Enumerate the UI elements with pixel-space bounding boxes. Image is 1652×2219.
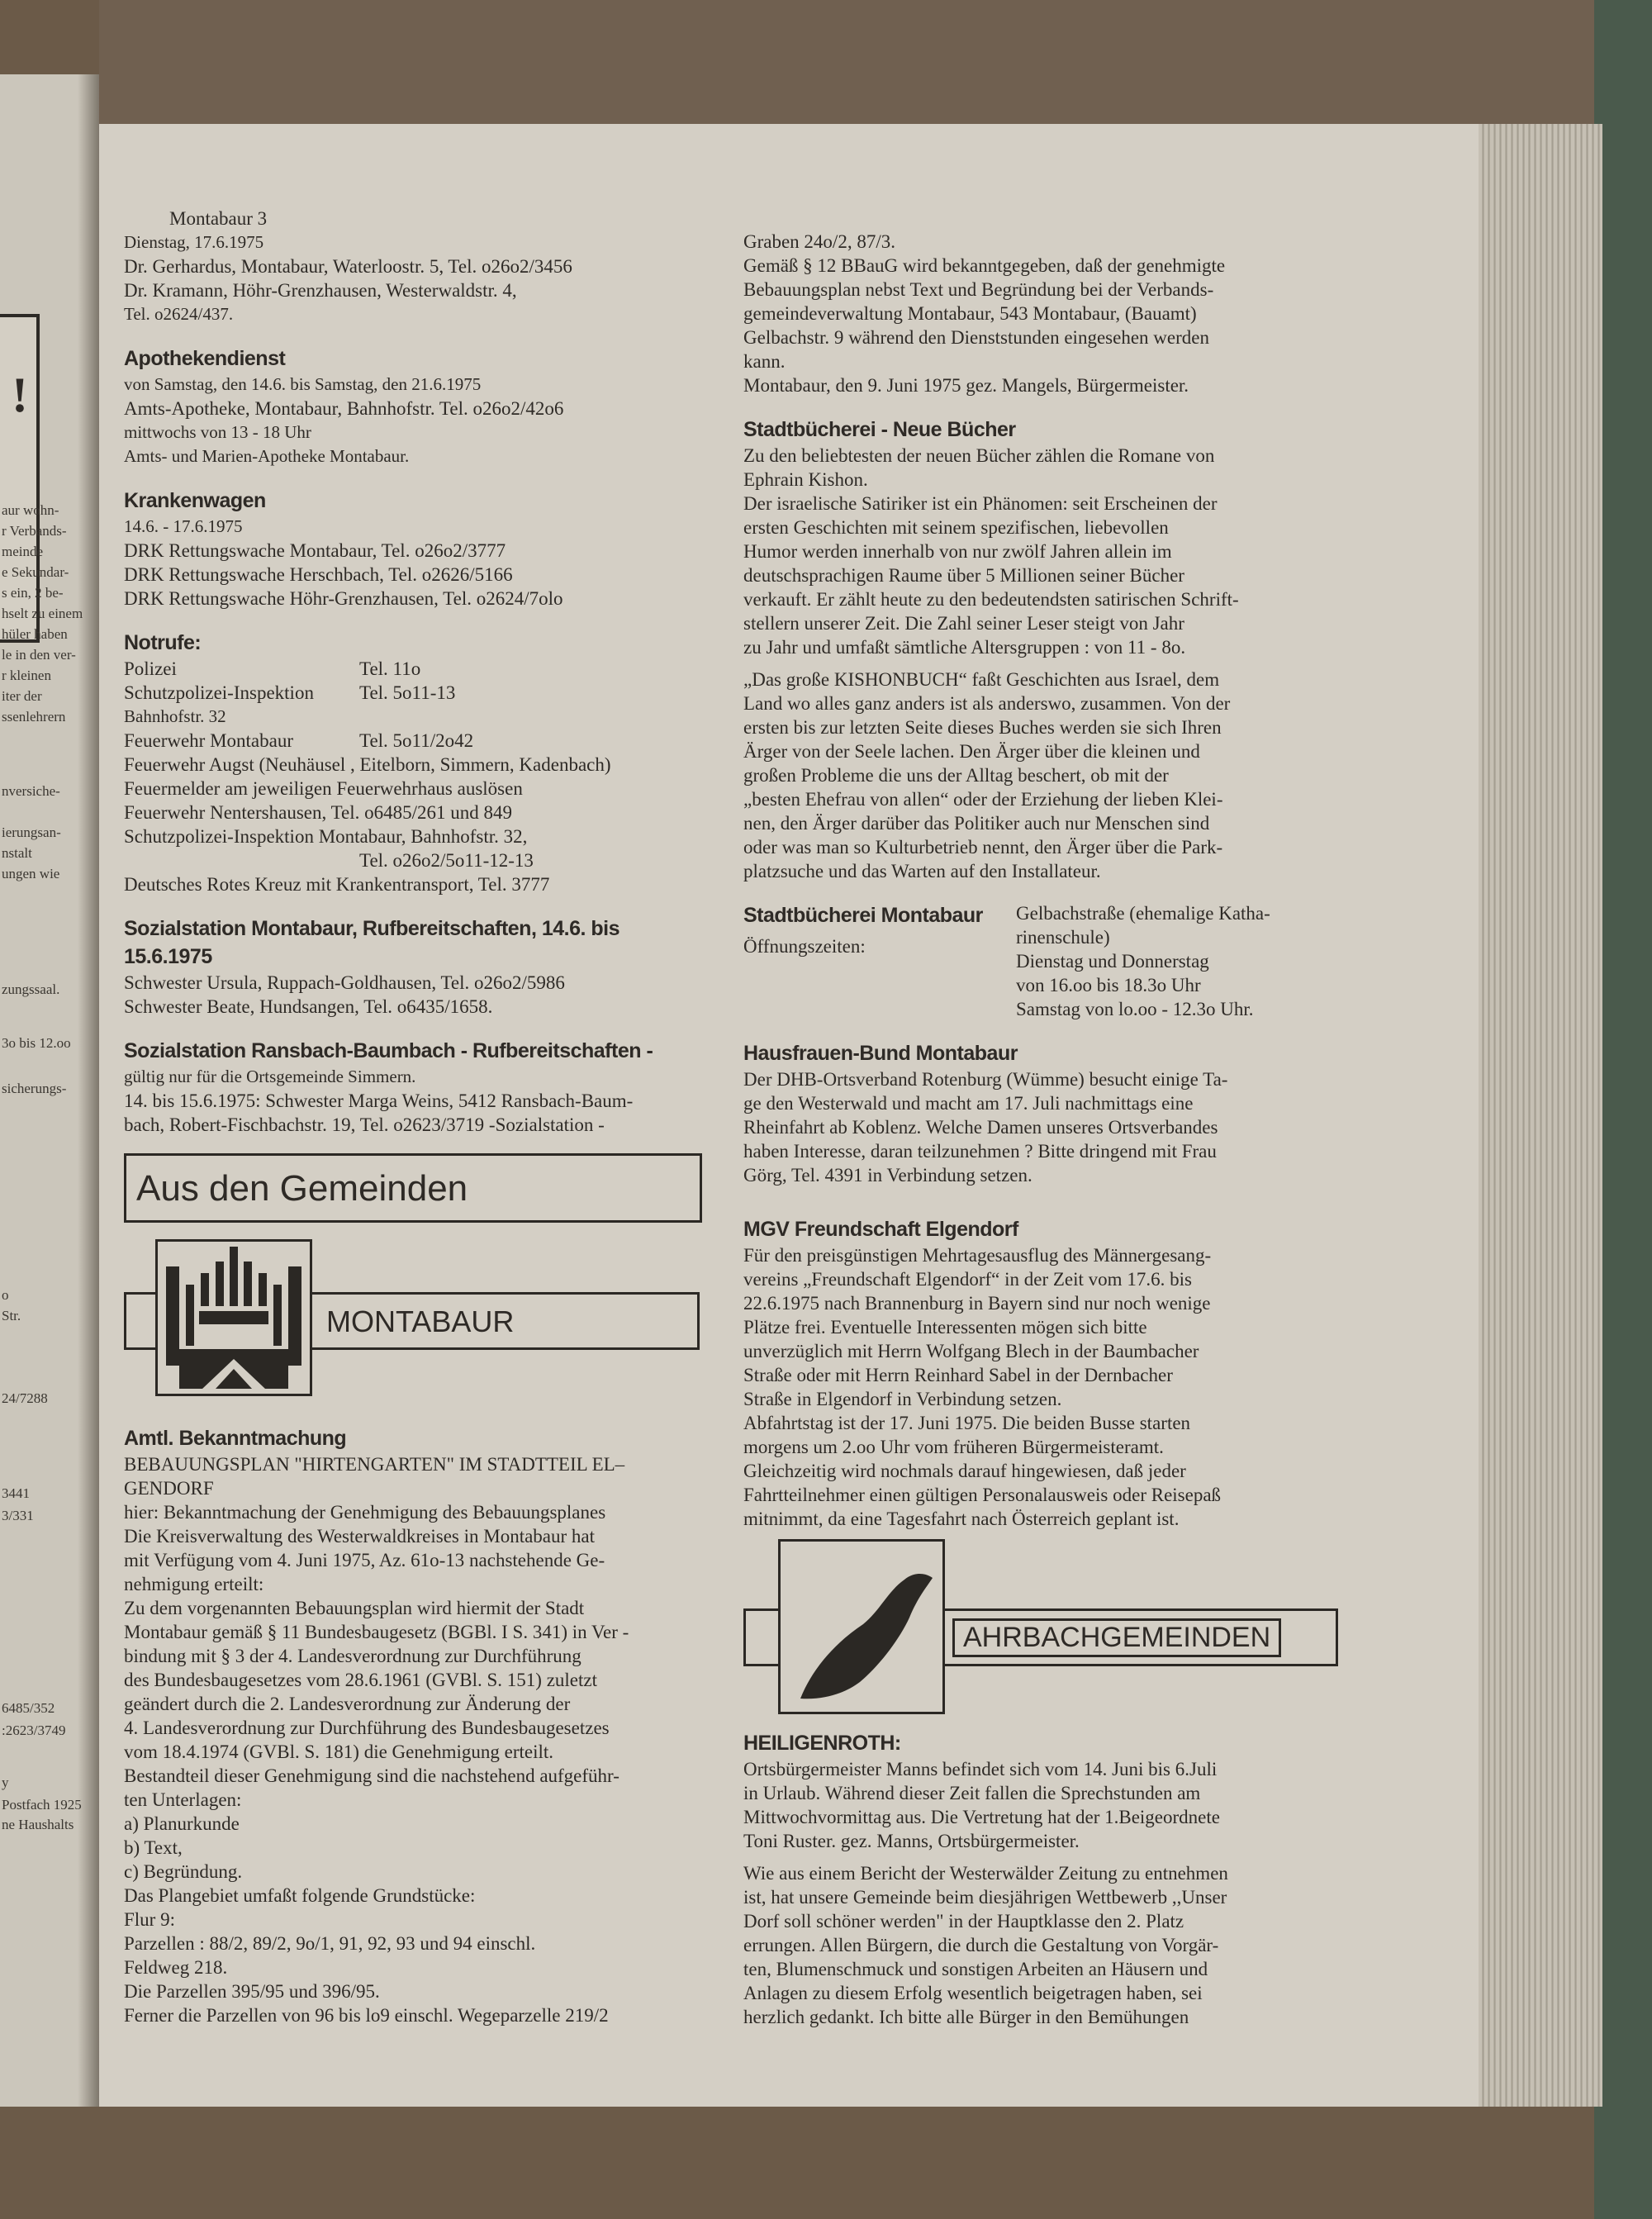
text-line: rinenschule) (1016, 927, 1110, 948)
left-page-text: r kleinen (2, 668, 51, 683)
text-line: Feldweg 218. (124, 1957, 228, 1978)
opening-hours (743, 901, 1371, 1021)
text-line: c) Begründung. (124, 1861, 243, 1882)
text-line: nehmigung erteilt: (124, 1574, 264, 1594)
notrufe-lines (124, 657, 702, 896)
left-page-text: :2623/3749 (2, 1722, 66, 1738)
text-line: Der israelische Satiriker ist ein Phänomen: seit Erscheinen der (743, 493, 1218, 514)
text-line: Amts- und Marien-Apotheke Montabaur. (124, 446, 410, 466)
mgv-lines (743, 1243, 1371, 1531)
text-line: Toni Ruster. gez. Manns, Ortsbürgermeister. (743, 1831, 1080, 1851)
text-line: Schutzpolizei-Inspektion Montabaur, Bahnhofstr. 32, (124, 826, 528, 847)
section-heading: Hausfrauen-Bund Montabaur (743, 1042, 1018, 1065)
text-line: ten Unterlagen: (124, 1789, 242, 1810)
montabaur-banner (124, 1239, 702, 1404)
text-line: Plätze frei. Eventuelle Interessenten mögen sich bitte (743, 1317, 1147, 1338)
text-line: nen, den Ärger darüber das Politiker auch nur Menschen sind (743, 813, 1210, 834)
ahr-label: AHRBACHGEMEINDEN (952, 1618, 1281, 1657)
left-page-text: ungen wie (2, 866, 60, 881)
text-line: Ärger von der Seele lachen. Den Ärger über die kleinen und (743, 741, 1200, 762)
left-page-text: ne Haushalts (2, 1817, 74, 1832)
left-page-text: 3441 (2, 1485, 30, 1501)
text-line: Humor werden innerhalb von nur zwölf Jahren allein im (743, 541, 1172, 562)
text-line: 14. bis 15.6.1975: Schwester Marga Weins, 5412 Ransbach-Baum- (124, 1090, 634, 1111)
book-cover-right (1594, 0, 1652, 2219)
text-line: Feuerwehr Augst (Neuhäusel , Eitelborn, Simmern, Kadenbach) (124, 754, 611, 775)
left-column (124, 207, 702, 2027)
text-line: Ferner die Parzellen von 96 bis lo9 einschl. Wegeparzelle 219/2 (124, 2005, 609, 2026)
left-page-text: Postfach 1925 (2, 1797, 82, 1813)
text-line: ersten Geschichten mit seinem spezifischen, liebevollen (743, 517, 1169, 538)
left-page-text: 24/7288 (2, 1390, 48, 1406)
doctor-on-duty (124, 207, 702, 326)
text-line: DRK Rettungswache Montabaur, Tel. o26o2/3777 (124, 540, 506, 561)
intro-line: Montabaur 3 (169, 208, 268, 229)
text-line: kann. (743, 351, 786, 372)
section-heading: Apothekendienst (124, 347, 286, 370)
gemeinden-heading-box (124, 1153, 702, 1223)
text-line: mit Verfügung vom 4. Juni 1975, Az. 61o-13 nachstehende Ge- (124, 1550, 605, 1570)
left-page-text: 6485/352 (2, 1700, 55, 1716)
text-line: gemeindeverwaltung Montabaur, 543 Montabaur, (Bauamt) (743, 303, 1197, 324)
tel-row (124, 657, 702, 681)
text-line: 14.6. - 17.6.1975 (124, 516, 243, 536)
text-line: oder was man so Kulturbetrieb nennt, den Ärger über die Park- (743, 837, 1223, 858)
text-line: ge den Westerwald und macht am 17. Juli nachmittags eine (743, 1093, 1194, 1114)
text-line: ersten bis zur letzten Seite dieses Buches werden sie sich Ihren (743, 717, 1222, 738)
section-heading: Notrufe: (124, 631, 202, 654)
left-page-text: nstalt (2, 845, 32, 861)
text-line: vom 18.4.1974 (GVBl. S. 181) die Genehmigung erteilt. (124, 1741, 553, 1762)
text-line: ten, Blumenschmuck und sonstigen Arbeiten an Häusern und (743, 1959, 1208, 1979)
text-line: herzlich gedankt. Ich bitte alle Bürger in den Bemühungen (743, 2007, 1189, 2027)
text-line: Schwester Ursula, Ruppach-Goldhausen, Tel. o26o2/5986 (124, 972, 565, 993)
tel-row (124, 681, 702, 705)
text-line: BEBAUUNGSPLAN "HIRTENGARTEN" IM STADTTEIL EL– (124, 1454, 625, 1475)
text-line: Gelbachstr. 9 während den Dienststunden eingesehen werden (743, 327, 1209, 348)
left-page-text: iter der (2, 688, 42, 704)
left-page-text: le in den ver- (2, 647, 76, 663)
text-line: Tel. o26o2/5o11-12-13 (359, 850, 534, 871)
text-line: Zu dem vorgenannten Bebauungsplan wird hiermit der Stadt (124, 1598, 585, 1618)
text-line: Straße oder mit Herrn Reinhard Sabel in der Dernbacher (743, 1365, 1173, 1385)
text-line: Schwester Beate, Hundsangen, Tel. o6435/1658. (124, 996, 493, 1017)
text-line: Das Plangebiet umfaßt folgende Grundstücke: (124, 1885, 476, 1906)
text-line: des Bundesbaugesetzes vom 28.6.1961 (GVBl. S. 151) zuletzt (124, 1670, 597, 1690)
section-heading: Sozialstation Ransbach-Baumbach - Rufbereitschaften - (124, 1039, 653, 1062)
text-line: Land wo alles ganz anders ist als anderswo, zusammen. Von der (743, 693, 1231, 714)
text-line: Görg, Tel. 4391 in Verbindung setzen. (743, 1165, 1032, 1186)
text-line: in Urlaub. Während dieser Zeit fallen die Sprechstunden am (743, 1783, 1201, 1803)
left-page-text: hüler haben (2, 626, 68, 642)
tel-label: Feuerwehr Montabaur (124, 730, 294, 751)
text-line: Anlagen zu diesem Erfolg wesentlich beigetragen haben, sei (743, 1983, 1203, 2003)
text-line: Die Kreisverwaltung des Westerwaldkreises in Montabaur hat (124, 1526, 596, 1547)
text-line: Ephrain Kishon. (743, 469, 868, 490)
text-line: morgens um 2.oo Uhr vom früheren Bürgermeisteramt. (743, 1437, 1164, 1457)
text-line: Mittwochvormittag aus. Die Vertretung hat der 1.Beigeordnete (743, 1807, 1220, 1827)
montabaur-emblem-icon (155, 1239, 312, 1396)
text-line: mitnimmt, da eine Tagesfahrt nach Österreich geplant ist. (743, 1509, 1180, 1529)
text-line: Die Parzellen 395/95 und 396/95. (124, 1981, 380, 2002)
hours-label: Öffnungszeiten: (743, 936, 866, 957)
text-line: Bestandteil dieser Genehmigung sind die nachstehend aufgeführ- (124, 1765, 620, 1786)
text-line: Ortsbürgermeister Manns befindet sich vom 14. Juni bis 6.Juli (743, 1759, 1218, 1779)
left-page-text: meinde (2, 544, 44, 559)
text-line: Rheinfahrt ab Koblenz. Welche Damen unseres Ortsverbandes (743, 1117, 1218, 1138)
text-line: Montabaur gemäß § 11 Bundesbaugesetz (BGBl. I S. 341) in Ver - (124, 1622, 629, 1642)
gemeinden-heading: Aus den Gemeinden (136, 1167, 468, 1209)
text-line: verkauft. Er zählt heute zu den bedeutendsten satirischen Schrift- (743, 589, 1239, 610)
opening-values (1016, 901, 1371, 1021)
tel-number: Tel. 5o11/2o42 (359, 730, 474, 751)
text-line: hier: Bekanntmachung der Genehmigung des Bebauungsplanes (124, 1502, 606, 1523)
tel-number: Tel. 11o (359, 658, 421, 679)
ahrbach-emblem-icon (778, 1539, 945, 1714)
ahrbach-banner (743, 1539, 1371, 1721)
text-line: Deutsches Rotes Kreuz mit Krankentransport, Tel. 3777 (124, 874, 550, 895)
text-line: von Samstag, den 14.6. bis Samstag, den 21.6.1975 (124, 374, 482, 394)
section-heading: Stadtbücherei Montabaur (743, 904, 983, 927)
left-page-text: zungssaal. (2, 981, 60, 997)
tel-label: Schutzpolizei-Inspektion (124, 682, 314, 703)
left-page-text: 3/331 (2, 1508, 34, 1523)
text-line: 4. Landesverordnung zur Durchführung des Bundesbaugesetzes (124, 1718, 610, 1738)
text-line: Dienstag und Donnerstag (1016, 951, 1209, 972)
text-line: Montabaur, den 9. Juni 1975 gez. Mangels, Bürgermeister. (743, 375, 1189, 396)
section-heading: HEILIGENROTH: (743, 1732, 901, 1755)
left-page-text: hselt zu einem (2, 606, 83, 621)
text-line: unverzüglich mit Herrn Wolfgang Blech in der Baumbacher (743, 1341, 1199, 1361)
town-label: MONTABAUR (326, 1304, 515, 1338)
intro-line: Dr. Kramann, Höhr-Grenzhausen, Westerwaldstr. 4, (124, 280, 517, 301)
text-line: errungen. Allen Bürgern, die durch die Gestaltung von Vorgär- (743, 1935, 1219, 1955)
intro-line: Dr. Gerhardus, Montabaur, Waterloostr. 5, Tel. o26o2/3456 (124, 256, 572, 277)
intro-line: Tel. o2624/437. (124, 304, 234, 324)
text-line: GENDORF (124, 1478, 214, 1499)
left-page-text: Str. (2, 1308, 21, 1323)
kranken-lines (124, 515, 702, 611)
section-heading: Krankenwagen (124, 489, 266, 512)
text-line: Fahrtteilnehmer einen gültigen Personalausweis oder Reisepaß (743, 1485, 1222, 1505)
text-line: platzsuche und das Warten auf den Installateur. (743, 861, 1101, 881)
section-heading: Stadtbücherei - Neue Bücher (743, 418, 1016, 441)
text-line: haben Interesse, daran teilzunehmen ? Bitte dringend mit Frau (743, 1141, 1217, 1162)
left-page-text: sicherungs- (2, 1081, 67, 1096)
amtl-lines (124, 1452, 702, 2027)
text-line: Feuermelder am jeweiligen Feuerwehrhaus auslösen (124, 778, 523, 799)
apotheke-lines (124, 373, 702, 468)
continued-notice (743, 230, 1371, 397)
tel-row (124, 729, 702, 753)
text-line: deutschsprachigen Raume über 5 Millionen seiner Bücher (743, 565, 1184, 586)
opening-labels (743, 901, 1016, 1021)
text-line: Amts-Apotheke, Montabaur, Bahnhofstr. Tel. o26o2/42o6 (124, 398, 564, 419)
text-line: Für den preisgünstigen Mehrtagesausflug des Männergesang- (743, 1245, 1212, 1266)
section-heading: Amtl. Bekanntmachung (124, 1427, 347, 1450)
sozial1-lines (124, 971, 702, 1019)
text-line: „Das große KISHONBUCH“ faßt Geschichten aus Israel, dem (743, 669, 1220, 690)
text-line: Flur 9: (124, 1909, 175, 1930)
text-line: Dorf soll schöner werden" in der Hauptklasse den 2. Platz (743, 1911, 1184, 1932)
text-line: großen Probleme die uns der Alltag beschert, ob mit der (743, 765, 1169, 786)
text-line: vereins „Freundschaft Elgendorf“ in der Zeit vom 17.6. bis (743, 1269, 1192, 1290)
text-line: von 16.oo bis 18.3o Uhr (1016, 975, 1201, 995)
sozial2-lines (124, 1065, 702, 1137)
book-cover-top (99, 0, 1652, 124)
left-page-text: nversiche- (2, 783, 60, 799)
text-line: zu Jahr und umfaßt sämtliche Altersgruppen : von 11 - 8o. (743, 637, 1186, 658)
text-line: Zu den beliebtesten der neuen Bücher zählen die Romane von (743, 445, 1215, 466)
text-line: Der DHB-Ortsverband Rotenburg (Wümme) besucht einige Ta- (743, 1069, 1228, 1090)
heiligenroth-lines (743, 1757, 1371, 1853)
section-heading: Sozialstation Montabaur, Rufbereitschaften, 14.6. bis 15.6.1975 (124, 917, 620, 968)
left-page-text: o (2, 1287, 9, 1303)
section-heading: MGV Freundschaft Elgendorf (743, 1218, 1018, 1241)
text-line: stellern unserer Zeit. Die Zahl seiner Leser steigt von Jahr (743, 613, 1184, 634)
text-line: Gemäß § 12 BBauG wird bekanntgegeben, daß der genehmigte (743, 255, 1226, 276)
text-line: Abfahrtstag ist der 17. Juni 1975. Die beiden Busse starten (743, 1413, 1191, 1433)
left-page-text: e Sekundar- (2, 564, 69, 580)
left-page-text: aur wohn- (2, 502, 59, 518)
text-line: Wie aus einem Bericht der Westerwälder Zeitung zu entnehmen (743, 1863, 1228, 1884)
exclamation-mark: ! (12, 368, 28, 422)
left-page-fragment (0, 74, 99, 2107)
tel-label: Polizei (124, 658, 177, 679)
right-column (743, 230, 1371, 2029)
text-line: Bebauungsplan nebst Text und Begründung bei der Verbands- (743, 279, 1214, 300)
text-line: b) Text, (124, 1837, 183, 1858)
buecher-lines-2 (743, 668, 1371, 883)
text-line: bindung mit § 3 der 4. Landesverordnung zur Durchführung (124, 1646, 582, 1666)
text-line: Parzellen : 88/2, 89/2, 9o/1, 91, 92, 93 und 94 einschl. (124, 1933, 536, 1954)
left-page-text: r Verbands- (2, 523, 67, 539)
tel-number: Tel. 5o11-13 (359, 682, 456, 703)
left-page-text: y (2, 1775, 9, 1790)
text-line: Bahnhofstr. 32 (124, 706, 226, 726)
left-page-text: 3o bis 12.oo (2, 1035, 71, 1051)
text-line: Samstag von lo.oo - 12.3o Uhr. (1016, 999, 1254, 1019)
text-line: gültig nur für die Ortsgemeinde Simmern. (124, 1067, 416, 1086)
text-line: a) Planurkunde (124, 1813, 240, 1834)
heiligenroth-lines-2 (743, 1861, 1371, 2029)
text-line: 22.6.1975 nach Brannenburg in Bayern sind nur noch wenige (743, 1293, 1211, 1314)
left-page-text: ssenlehrern (2, 709, 66, 725)
text-line: DRK Rettungswache Herschbach, Tel. o2626/5166 (124, 564, 513, 585)
text-line: Gelbachstraße (ehemalige Katha- (1016, 903, 1270, 924)
text-line: Graben 24o/2, 87/3. (743, 231, 895, 252)
intro-line: Dienstag, 17.6.1975 (124, 232, 264, 252)
text-line: Straße in Elgendorf in Verbindung setzen. (743, 1389, 1062, 1409)
page-edges (1479, 124, 1602, 2107)
text-line: mittwochs von 13 - 18 Uhr (124, 422, 311, 442)
text-line: „besten Ehefrau von allen“ oder der Erziehung der lieben Klei- (743, 789, 1223, 810)
text-line: bach, Robert-Fischbachstr. 19, Tel. o2623/3719 -Sozialstation - (124, 1114, 605, 1135)
hausfrauen-lines (743, 1067, 1371, 1187)
text-line: Feuerwehr Nentershausen, Tel. o6485/261 und 849 (124, 802, 513, 823)
text-line: DRK Rettungswache Höhr-Grenzhausen, Tel. o2624/7olo (124, 588, 563, 609)
left-page-text: s ein, 2 be- (2, 585, 64, 601)
text-line: Gleichzeitig wird nochmals darauf hingewiesen, daß jeder (743, 1461, 1186, 1481)
text-line: ist, hat unsere Gemeinde beim diesjährigen Wettbewerb ,,Unser (743, 1887, 1227, 1908)
text-line: geändert durch die 2. Landesverordnung zur Änderung der (124, 1694, 571, 1714)
buecher-lines (743, 444, 1371, 659)
left-page-text: ierungsan- (2, 824, 61, 840)
